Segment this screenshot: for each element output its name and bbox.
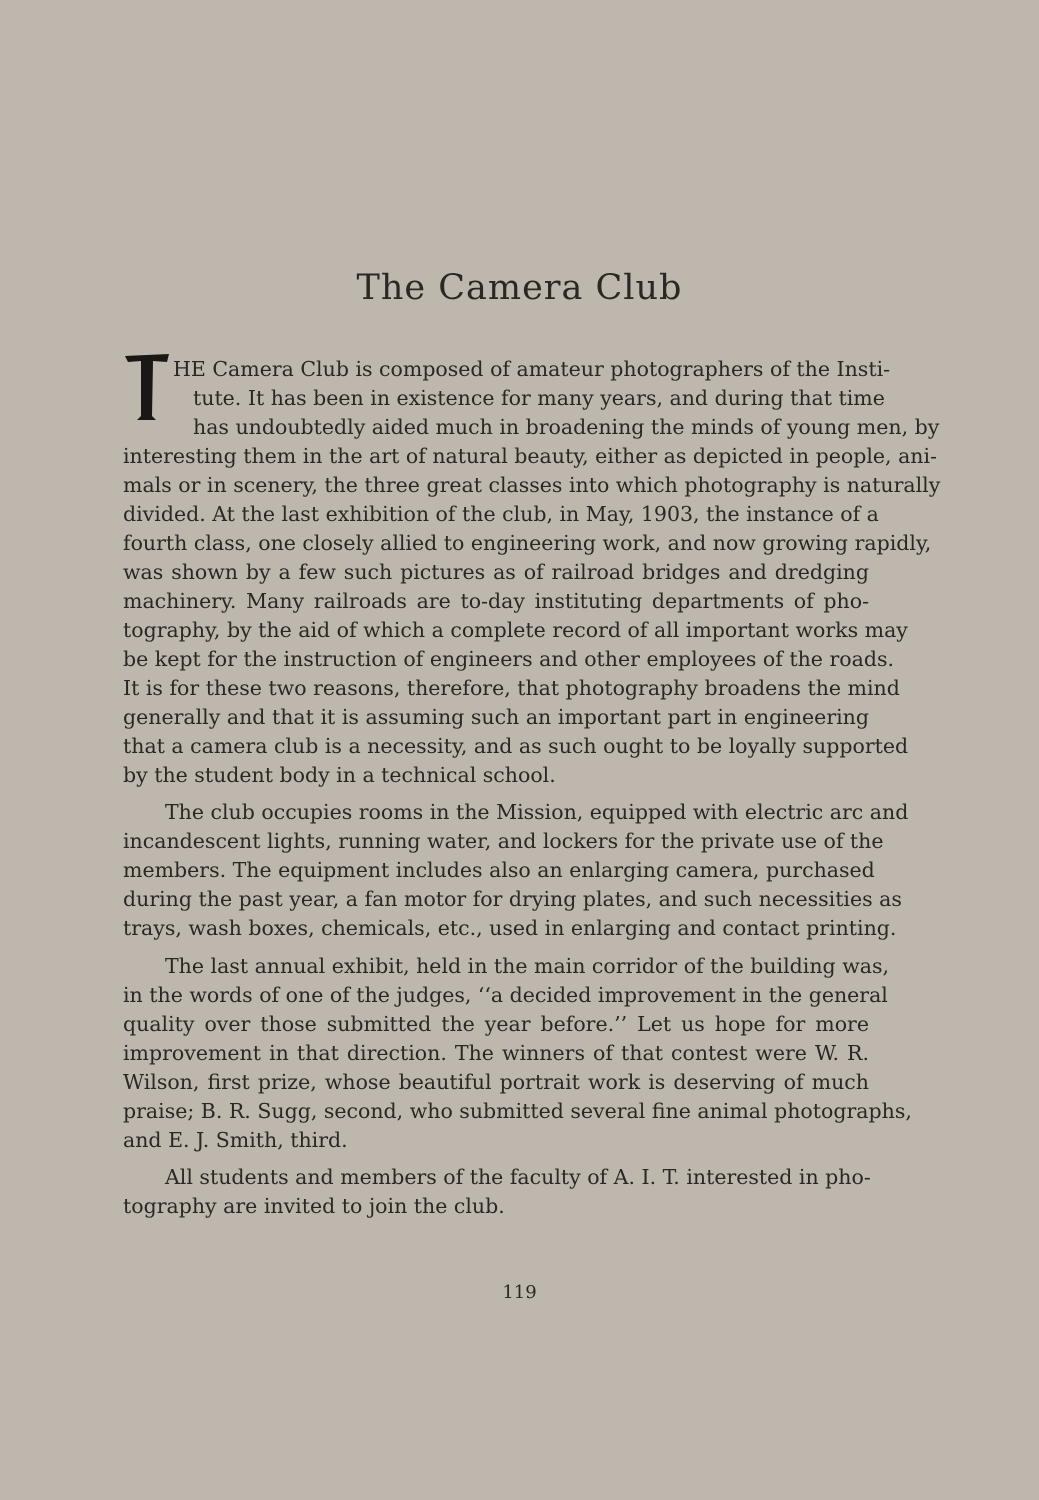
- text-line: tography are invited to join the club.: [123, 1194, 505, 1218]
- page-number: 119: [502, 1282, 537, 1303]
- text-line: be kept for the instruction of engineers and other employees of the roads.: [123, 647, 894, 671]
- text-line: It is for these two reasons, therefore, that photography broadens the mind: [123, 676, 900, 700]
- text-line: quality over those submitted the year before.’’ Let us hope for more: [123, 1012, 869, 1036]
- text-line: divided. At the last exhibition of the club, in May, 1903, the instance of a: [123, 502, 879, 526]
- text-line: Wilson, first prize, whose beautiful portrait work is deserving of much: [123, 1070, 869, 1094]
- text-line: praise; B. R. Sugg, second, who submitted several fine animal photographs,: [123, 1099, 912, 1123]
- text-line: The last annual exhibit, held in the main corridor of the building was,: [165, 954, 889, 978]
- text-line: The club occupies rooms in the Mission, equipped with electric arc and: [165, 800, 909, 824]
- text-line: fourth class, one closely allied to engineering work, and now growing rapidly,: [123, 531, 932, 555]
- text-line: and E. J. Smith, third.: [123, 1128, 348, 1152]
- text-line: improvement in that direction. The winners of that contest were W. R.: [123, 1041, 869, 1065]
- text-line: was shown by a few such pictures as of railroad bridges and dredging: [123, 560, 869, 584]
- text-line: mals or in scenery, the three great classes into which photography is naturally: [123, 473, 941, 497]
- paragraph-2: [123, 798, 909, 943]
- text-line: machinery. Many railroads are to-day instituting departments of pho-: [123, 589, 869, 613]
- text-line: has undoubtedly aided much in broadening the minds of young men, by: [193, 415, 940, 439]
- text-line: that a camera club is a necessity, and as such ought to be loyally supported: [123, 734, 909, 758]
- text-line: members. The equipment includes also an enlarging camera, purchased: [123, 858, 875, 882]
- text-line: interesting them in the art of natural beauty, either as depicted in people, ani-: [123, 444, 937, 468]
- text-line: HE Camera Club is composed of amateur photographers of the Insti-: [173, 357, 891, 381]
- text-line: trays, wash boxes, chemicals, etc., used in enlarging and contact printing.: [123, 916, 897, 940]
- text-line: during the past year, a fan motor for drying plates, and such necessities as: [123, 887, 902, 911]
- text-line: incandescent lights, running water, and lockers for the private use of the: [123, 829, 884, 853]
- text-line: generally and that it is assuming such an important part in engineering: [123, 705, 869, 729]
- paragraph-1: [123, 355, 941, 790]
- text-line: All students and members of the faculty of A. I. T. interested in pho-: [165, 1165, 871, 1189]
- paragraph-3: [123, 952, 912, 1155]
- page-title: The Camera Club: [356, 268, 683, 308]
- text-line: in the words of one of the judges, ‘‘a decided improvement in the general: [123, 983, 888, 1007]
- text-line: tography, by the aid of which a complete record of all important works may: [123, 618, 908, 642]
- text-line: by the student body in a technical school.: [123, 763, 556, 787]
- text-line: tute. It has been in existence for many years, and during that time: [193, 386, 885, 410]
- paragraph-4: [123, 1163, 869, 1221]
